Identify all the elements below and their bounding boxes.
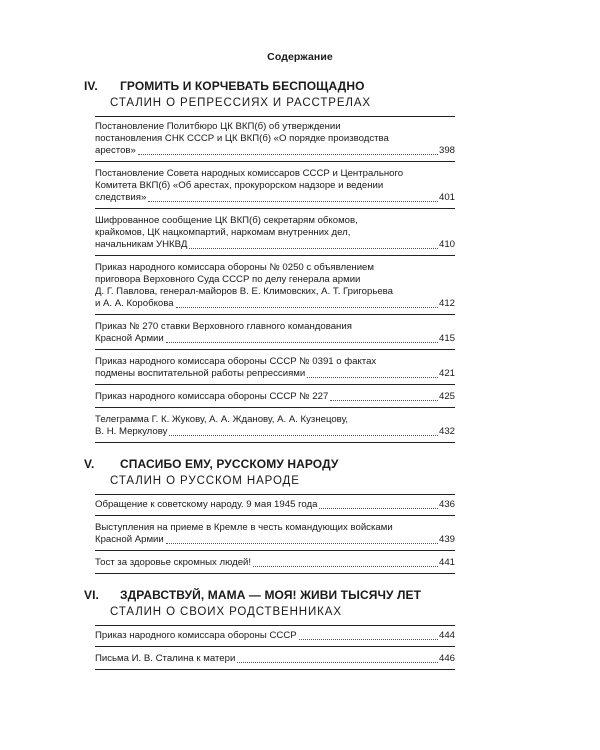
- toc-entry[interactable]: [95, 321, 455, 350]
- dot-leader: [166, 342, 438, 343]
- toc-entry[interactable]: [95, 499, 455, 516]
- toc-entry-text: Красной Армии: [95, 534, 164, 545]
- toc-entry-last-line: [95, 145, 455, 157]
- toc-entry-text: Тост за здоровье скромных людей!: [95, 557, 252, 568]
- toc-entry-text: подмены воспитательной работы репрессиями: [95, 368, 306, 379]
- toc-entry-last-line: [95, 534, 455, 546]
- toc-entry-text: В. Н. Меркулову: [95, 426, 168, 437]
- toc-entry-last-line: [95, 557, 455, 569]
- page-number: 412: [438, 298, 455, 309]
- dot-leader: [169, 435, 438, 436]
- dot-leader: [253, 566, 438, 567]
- toc-entry-line: Выступления на приеме в Кремле в честь командующих войсками: [95, 522, 393, 533]
- section-heading: [84, 457, 455, 471]
- dot-leader: [299, 639, 438, 640]
- toc-entry-text: следствия»: [95, 192, 147, 203]
- section-subtitle: СТАЛИН О РУССКОМ НАРОДЕ: [95, 474, 455, 495]
- toc-entry-last-line: [95, 239, 455, 251]
- toc-entry[interactable]: [95, 356, 455, 385]
- toc-entry[interactable]: [95, 414, 455, 443]
- toc-entry-last-line: [95, 298, 455, 310]
- page-title: Содержание: [267, 51, 333, 63]
- page-number: 446: [438, 653, 455, 664]
- page-number: 410: [438, 239, 455, 250]
- toc-entry-text: Письма И. В. Сталина к матери: [95, 653, 236, 664]
- section-subtitle: СТАЛИН О СВОИХ РОДСТВЕННИКАХ: [95, 605, 455, 626]
- toc-entry-line: Приказ народного комиссара обороны № 0250 с объявлением: [95, 262, 374, 273]
- toc-entry[interactable]: [95, 168, 455, 209]
- page-number: 425: [438, 391, 455, 402]
- page-number: 436: [438, 499, 455, 510]
- toc-entry-line: Комитета ВКП(б) «Об арестах, прокурорском надзоре и ведении: [95, 180, 384, 191]
- toc-entry-line: Телеграмма Г. К. Жукову, А. А. Жданову, А. А. Кузнецову,: [95, 414, 349, 425]
- dot-leader: [237, 662, 438, 663]
- page-number: 401: [438, 192, 455, 203]
- toc-entry-line: постановления СНК СССР и ЦК ВКП(б) «О порядке производства: [95, 133, 389, 144]
- toc-entry[interactable]: [95, 121, 455, 162]
- toc-entry-text: и А. А. Коробкова: [95, 298, 174, 309]
- toc-entry[interactable]: [95, 391, 455, 408]
- table-of-contents: [84, 79, 455, 676]
- toc-entry-text: Обращение к советскому народу. 9 мая 1945 года: [95, 499, 318, 510]
- section-title: ГРОМИТЬ И КОРЧЕВАТЬ БЕСПОЩАДНО: [120, 79, 365, 93]
- dot-leader: [307, 377, 438, 378]
- toc-entry-last-line: [95, 192, 455, 204]
- toc-entry-last-line: [95, 499, 455, 511]
- section-number: IV.: [84, 79, 98, 93]
- section-heading: [84, 588, 455, 602]
- toc-entry-text: Приказ народного комиссара обороны СССР № 227: [95, 391, 329, 402]
- section-gap: [95, 449, 455, 457]
- toc-entry-last-line: [95, 391, 455, 403]
- toc-entry-text: арестов»: [95, 145, 136, 156]
- page-number: 415: [438, 333, 455, 344]
- section-title: ЗДРАВСТВУЙ, МАМА — МОЯ! ЖИВИ ТЫСЯЧУ ЛЕТ: [120, 588, 422, 602]
- toc-entry-line: приговора Верховного Суда СССР по делу генерала армии: [95, 274, 361, 285]
- toc-entry-last-line: [95, 368, 455, 380]
- section-subtitle: СТАЛИН О РЕПРЕССИЯХ И РАССТРЕЛАХ: [95, 96, 455, 117]
- page-number: 439: [438, 534, 455, 545]
- dot-leader: [189, 248, 438, 249]
- section-number: V.: [84, 457, 95, 471]
- toc-entry-last-line: [95, 653, 455, 665]
- toc-entry-line: Постановление Политбюро ЦК ВКП(б) об утверждении: [95, 121, 341, 132]
- section-number: VI.: [84, 588, 99, 602]
- toc-entry[interactable]: [95, 653, 455, 670]
- page-number: 421: [438, 368, 455, 379]
- toc-entry-line: Д. Г. Павлова, генерал-майоров В. Е. Климовских, А. Т. Григорьева: [95, 286, 393, 297]
- toc-entry-last-line: [95, 630, 455, 642]
- page-number: 432: [438, 426, 455, 437]
- dot-leader: [138, 154, 438, 155]
- toc-entry[interactable]: [95, 522, 455, 551]
- dot-leader: [148, 201, 438, 202]
- page-number: 441: [438, 557, 455, 568]
- toc-entry-last-line: [95, 426, 455, 438]
- dot-leader: [176, 307, 438, 308]
- toc-entry-line: Шифрованное сообщение ЦК ВКП(б) секретарям обкомов,: [95, 215, 358, 226]
- section-heading: [84, 79, 455, 93]
- page-number: 398: [438, 145, 455, 156]
- dot-leader: [166, 543, 438, 544]
- toc-entry-text: Красной Армии: [95, 333, 164, 344]
- section-title: СПАСИБО ЕМУ, РУССКОМУ НАРОДУ: [120, 457, 339, 471]
- toc-entry-line: крайкомов, ЦК нацкомпартий, наркомам внутренних дел,: [95, 227, 351, 238]
- toc-entry-text: начальникам УНКВД: [95, 239, 188, 250]
- toc-entry-line: Постановление Совета народных комиссаров СССР и Центрального: [95, 168, 404, 179]
- dot-leader: [330, 400, 438, 401]
- toc-entry[interactable]: [95, 262, 455, 315]
- toc-entry[interactable]: [95, 557, 455, 574]
- toc-entry-last-line: [95, 333, 455, 345]
- toc-entry-line: Приказ народного комиссара обороны СССР № 0391 о фактах: [95, 356, 377, 367]
- toc-entry-line: Приказ № 270 ставки Верховного главного командования: [95, 321, 352, 332]
- section-gap: [95, 580, 455, 588]
- toc-entry-text: Приказ народного комиссара обороны СССР: [95, 630, 297, 641]
- page-number: 444: [438, 630, 455, 641]
- dot-leader: [319, 508, 438, 509]
- toc-entry[interactable]: [95, 630, 455, 647]
- toc-entry[interactable]: [95, 215, 455, 256]
